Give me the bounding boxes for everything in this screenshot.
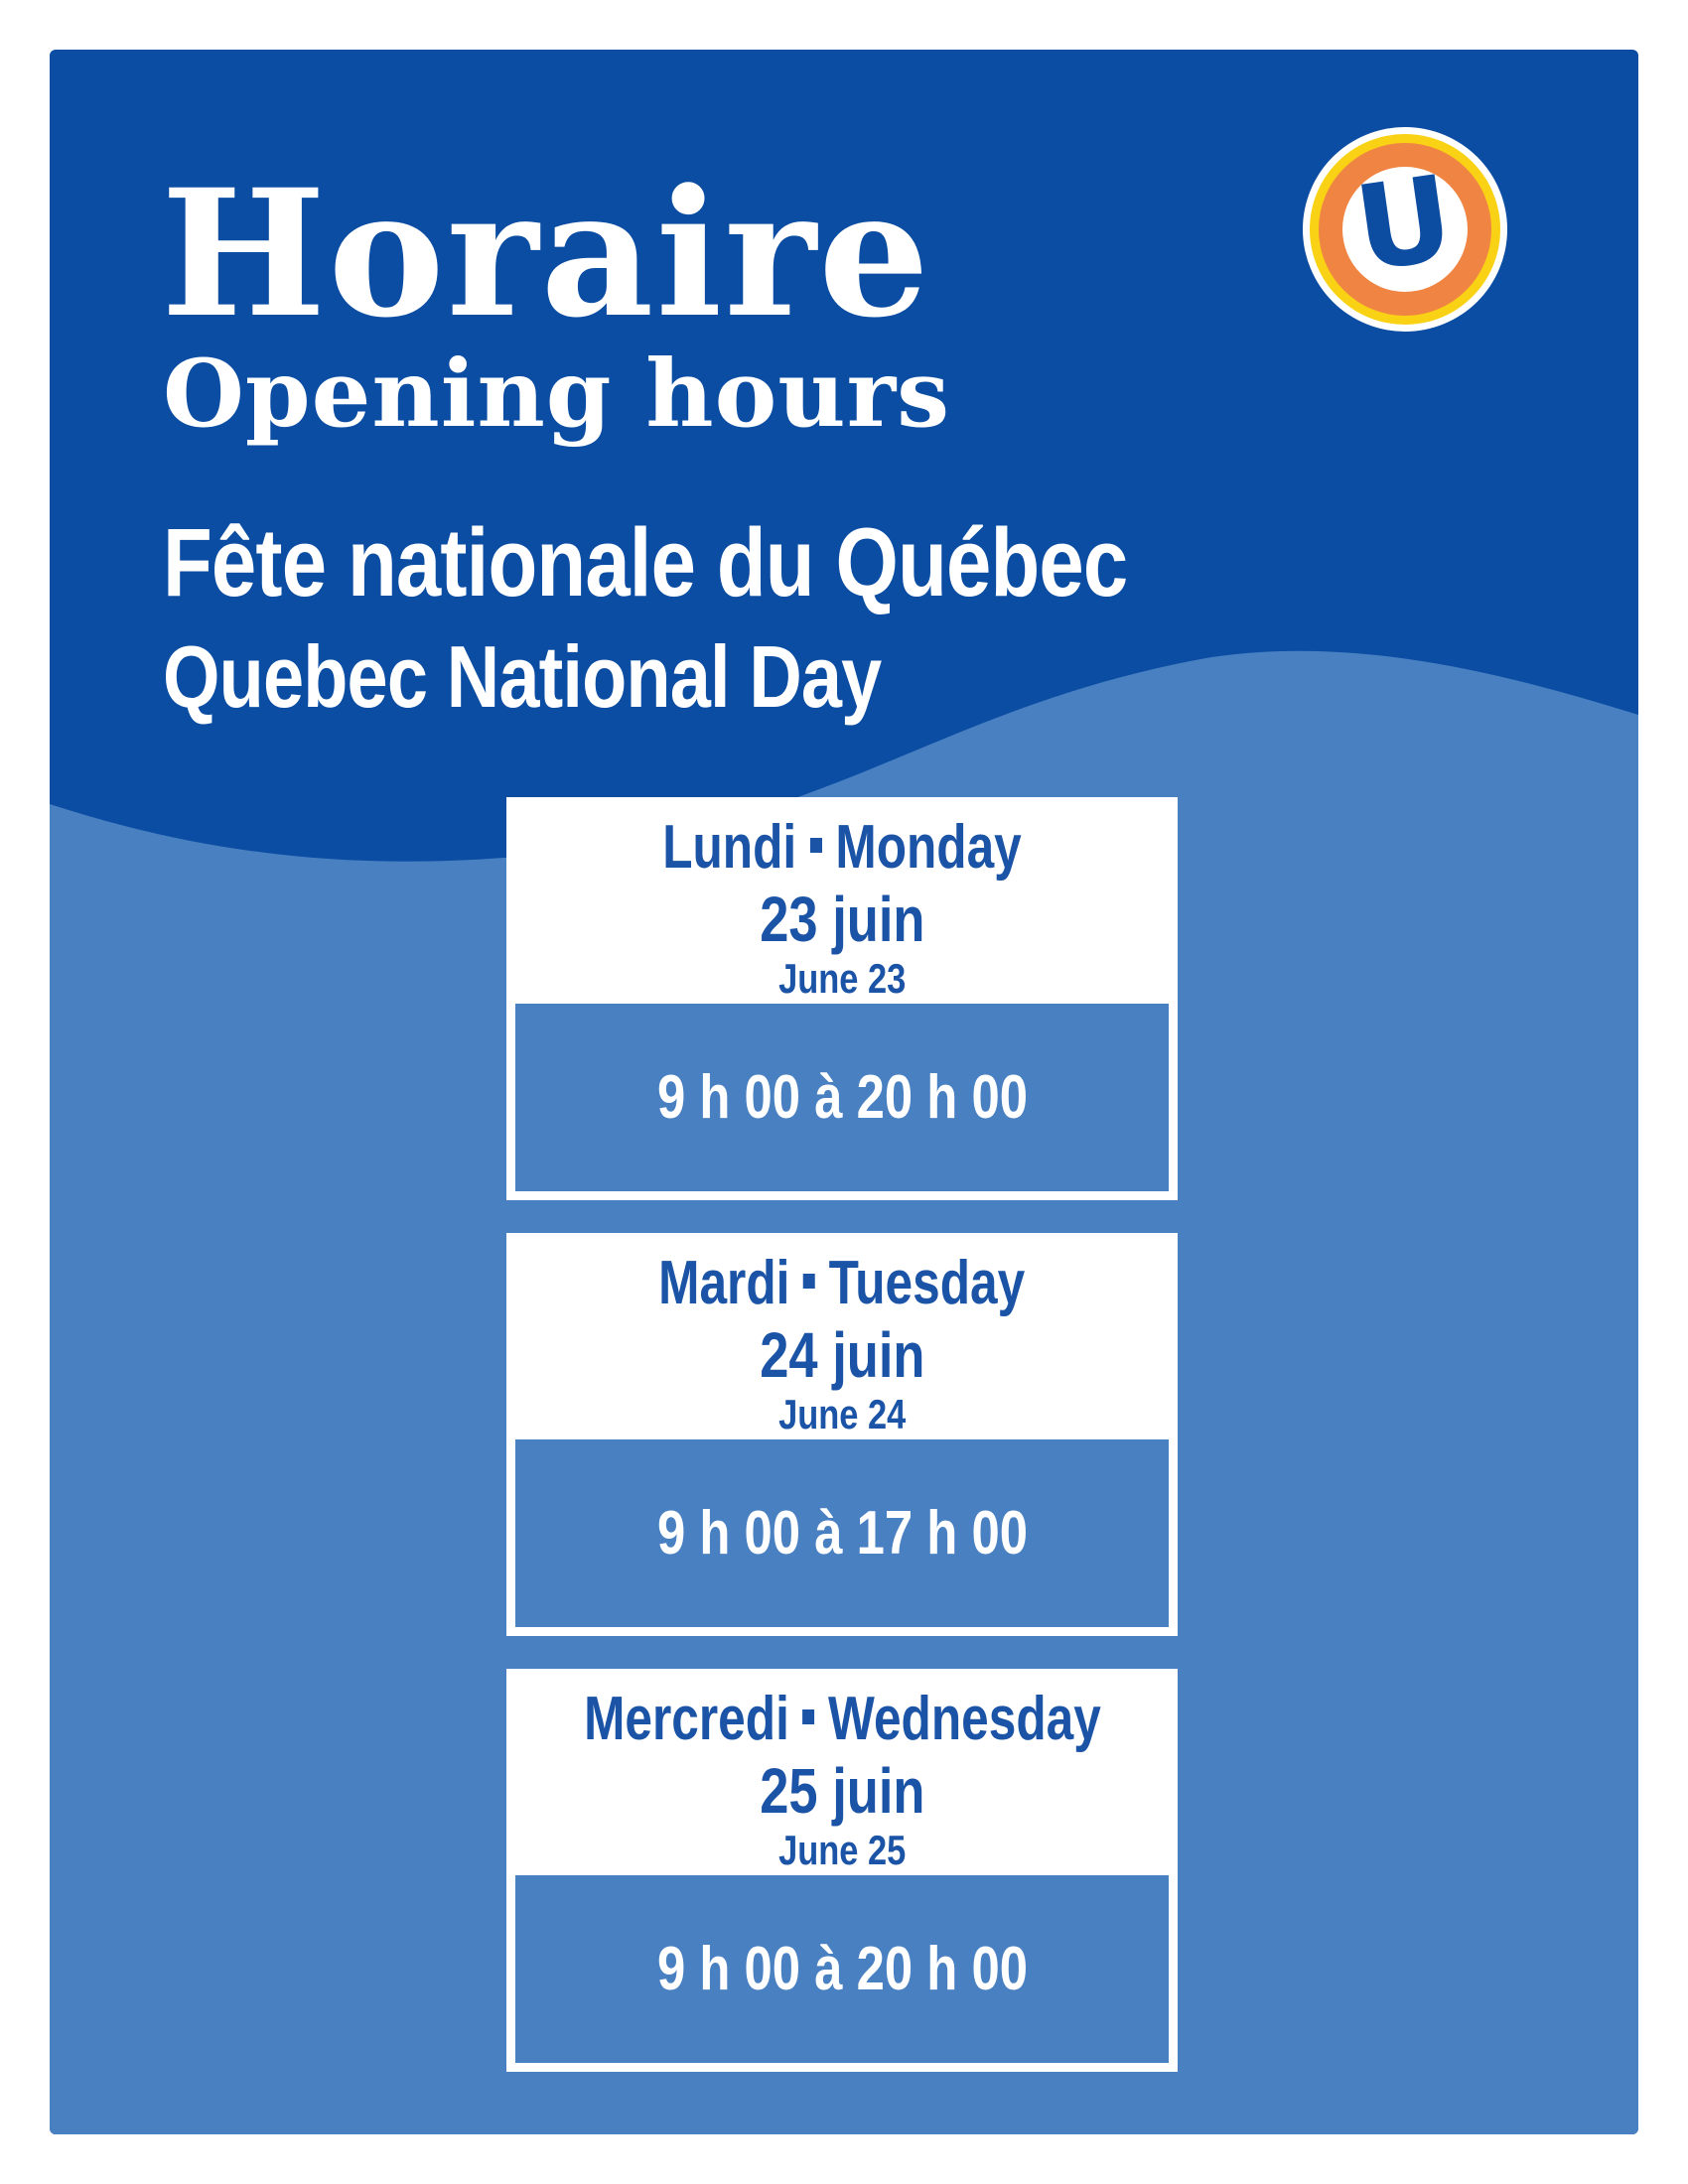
hours-text: 9 h 00 à 20 h 00	[656, 1062, 1028, 1132]
logo-inner-disc	[1342, 149, 1468, 299]
day-name-fr: Mardi	[658, 1249, 790, 1317]
hours-band	[515, 1875, 1169, 2063]
logo-letter-u-icon: U	[1347, 149, 1462, 299]
day-name-en: Monday	[835, 813, 1022, 882]
date-fr: 25 juin	[759, 1755, 925, 1827]
day-name-fr: Lundi	[662, 813, 797, 882]
schedule-list	[506, 797, 1178, 2072]
hours-text: 9 h 00 à 17 h 00	[656, 1498, 1028, 1568]
uniprix-logo	[1303, 127, 1507, 332]
logo-ring-yellow	[1310, 134, 1500, 325]
hours-text: 9 h 00 à 20 h 00	[656, 1934, 1028, 2003]
day-line	[519, 1685, 1166, 1753]
card-date-section	[515, 1233, 1169, 1439]
square-bullet-icon	[802, 1709, 814, 1724]
page-title-en: Opening hours	[163, 340, 951, 449]
day-line	[618, 813, 1066, 882]
page-title-fr: Horaire	[161, 151, 932, 356]
date-fr: 23 juin	[759, 884, 925, 955]
day-name-en: Wednesday	[827, 1685, 1101, 1753]
hours-band	[515, 1439, 1169, 1627]
card-date-section	[515, 1669, 1169, 1875]
event-name-en: Quebec National Day	[163, 627, 882, 726]
poster-frame	[50, 50, 1638, 2134]
event-name-fr: Fête nationale du Québec	[163, 508, 1128, 616]
day-name-en: Tuesday	[828, 1249, 1026, 1317]
schedule-card-monday	[506, 797, 1178, 1200]
hours-band	[515, 1004, 1169, 1191]
date-en: June 25	[777, 1827, 907, 1873]
card-date-section	[515, 797, 1169, 1004]
date-fr: 24 juin	[759, 1319, 925, 1391]
square-bullet-icon	[803, 1274, 815, 1289]
day-name-fr: Mercredi	[583, 1685, 789, 1753]
schedule-card-tuesday	[506, 1233, 1178, 1636]
date-en: June 24	[777, 1391, 907, 1437]
schedule-card-wednesday	[506, 1669, 1178, 2072]
date-en: June 23	[777, 955, 907, 1002]
logo-ring-orange	[1319, 143, 1491, 316]
day-line	[613, 1249, 1070, 1317]
square-bullet-icon	[810, 838, 822, 853]
